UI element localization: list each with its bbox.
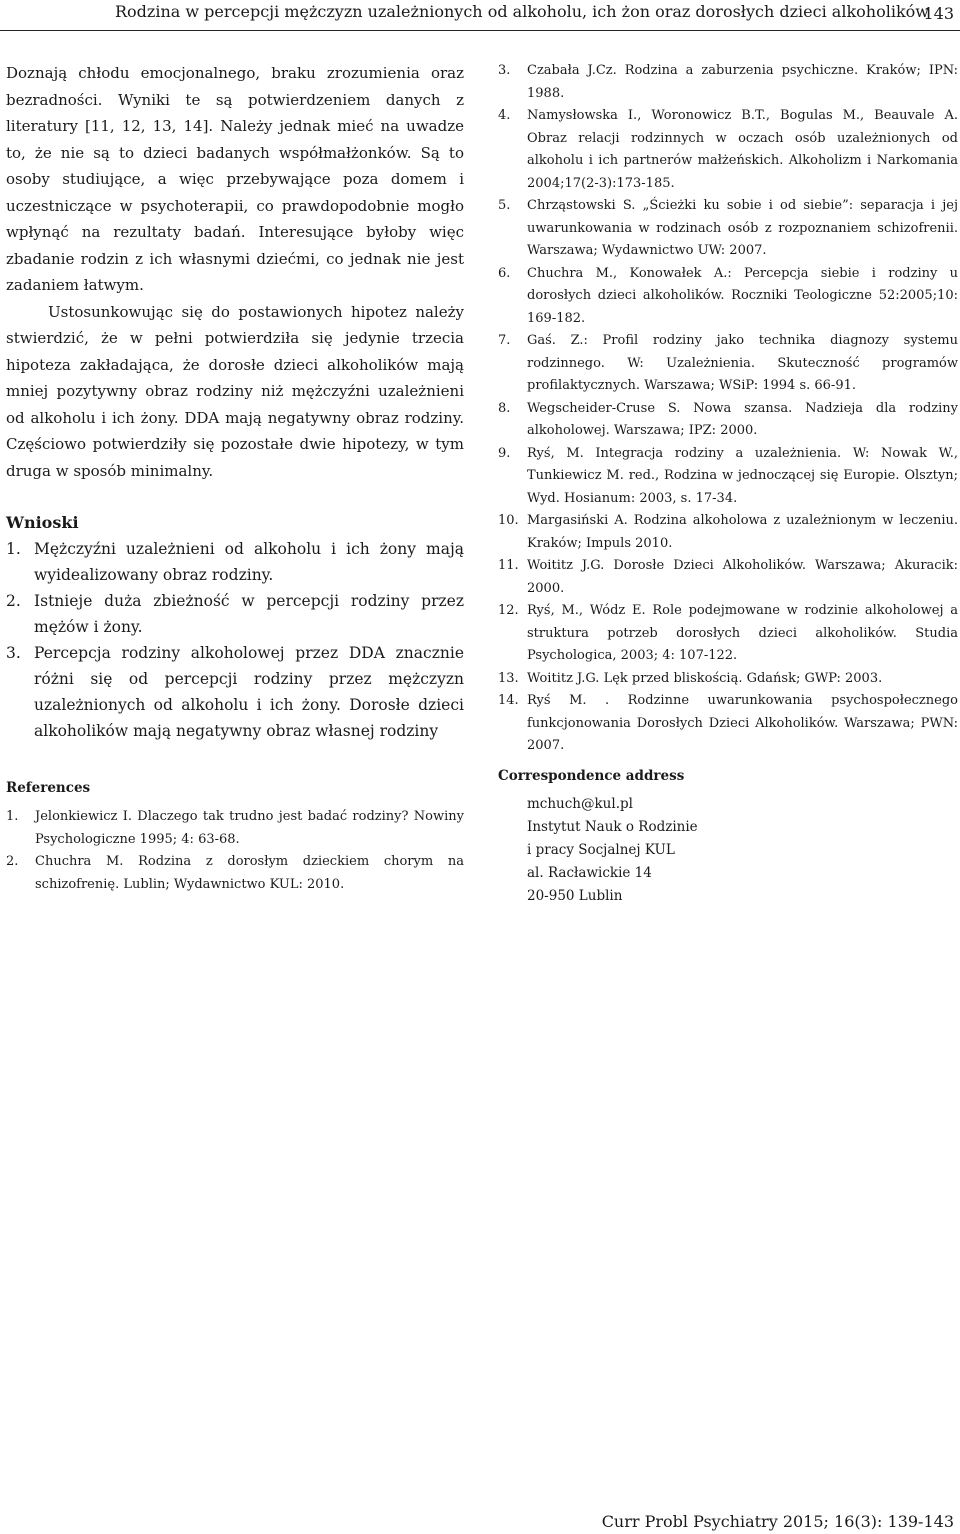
correspondence-line: Instytut Nauk o Rodzinie [527,819,698,835]
ref-number: 4. [498,108,511,123]
reference-item [498,600,958,668]
item-number: 3. [6,644,21,662]
ref-text: Namysłowska I., Woronowicz B.T., Bogulas M., Beauvale A. Obraz relacji rodzinnych w oczach osób uzależnionych od alkoholu i ich partnerów małżeńskich. Alkoholizm i Narkomania 2004;17(2-3):173-185. [527,108,958,191]
ref-number: 3. [498,63,511,78]
ref-number: 8. [498,400,511,416]
ref-number: 5. [498,198,511,213]
right-column [498,60,958,758]
ref-number: 1. [6,809,19,824]
ref-number: 10. [498,513,519,528]
correspondence-heading: Correspondence address [498,768,685,784]
item-text: Istnieje duża zbieżność w percepcji rodziny przez mężów i żony. [34,592,464,636]
ref-text: Ryś, M., Wódz E. Role podejmowane w rodzinie alkoholowej a struktura potrzeb dorosłych dzieci alkoholików. Studia Psychologica, 2003; 4: 107-122. [527,603,958,663]
running-header [0,0,960,31]
references-heading: References [6,780,91,796]
conclusions-list [6,536,464,744]
correspondence-email: mchuch@kul.pl [527,796,633,812]
conclusion-item [6,588,464,640]
discussion-text [6,60,464,484]
running-title: Rodzina w percepcji mężczyzn uzależnionych od alkoholu, ich żon oraz dorosłych dzieci alkoholików [115,2,929,21]
reference-item [498,398,958,443]
ref-number: 7. [498,333,511,348]
journal-citation: Curr Probl Psychiatry 2015; 16(3): 139-143 [601,1512,954,1531]
ref-number: 2. [6,854,19,869]
correspondence-line: al. Racławickie 14 [527,865,652,881]
reference-item [498,510,958,555]
reference-item [498,555,958,600]
reference-item [498,105,958,195]
item-number: 1. [6,540,21,558]
ref-text: Chrząstowski S. „Ścieżki ku sobie i od siebie”: separacja i jej uwarunkowania w rodzinach osób z rozpoznaniem schizofrenii. Warszawa; Wydawnictwo UW: 2007. [527,198,958,258]
ref-number: 9. [498,445,511,461]
reference-item [498,330,958,398]
page-number: 143 [923,4,954,23]
ref-number: 12. [498,603,519,618]
ref-text: Ryś, M. Integracja rodziny a uzależnienia. W: Nowak W., Tunkiewicz M. red., Rodzina w jednoczącej się Europie. Olsztyn; Wyd. Hosianum: 2003, s. 17-34. [527,445,958,506]
item-number: 2. [6,592,21,610]
ref-text: Gaś. Z.: Profil rodziny jako technika diagnozy systemu rodzinnego. W: Uzależnienia. Skuteczność programów profilaktycznych. Warszawa; WSiP: 1994 s. 66-91. [527,333,958,393]
left-column [6,60,464,896]
paragraph: Ustosunkowując się do postawionych hipotez należy stwierdzić, że w pełni potwierdziła się jedynie trzecia hipoteza zakładająca, że dorosłe dzieci alkoholików mają mniej pozytywny obraz rodziny niż mężczyźni uzależnieni od alkoholu i ich żony. DDA mają negatywny obraz rodziny. Częściowo potwierdziły się pozostałe dwie hipotezy, w tym druga w sposób minimalny. [6,302,464,480]
ref-number: 11. [498,558,519,573]
ref-text: Wegscheider-Cruse S. Nowa szansa. Nadzieja dla rodziny alkoholowej. Warszawa; IPZ: 2000. [527,400,958,438]
ref-number: 14. [498,693,519,708]
correspondence-line: 20-950 Lublin [527,888,623,904]
reference-item [498,690,958,758]
conclusion-item [6,640,464,744]
reference-item [498,443,958,511]
correspondence-line: i pracy Socjalnej KUL [527,842,675,858]
item-text: Percepcja rodziny alkoholowej przez DDA znacznie różni się od percepcji rodziny przez mężczyzn uzależnionych od alkoholu i ich żony. Dorosłe dzieci alkoholików mają negatywny obraz własnej rodziny [34,644,464,740]
reference-item [498,60,958,105]
ref-text: Ryś M. . Rodzinne uwarunkowania psychospołecznego funkcjonowania Dorosłych Dzieci Alkoholików. Warszawa; PWN: 2007. [527,693,958,753]
ref-number: 13. [498,670,519,686]
paragraph: Doznają chłodu emocjonalnego, braku zrozumienia oraz bezradności. Wyniki te są potwierdzeniem danych z literatury [11, 12, 13, 14]. Należy jednak mieć na uwadze to, że nie są to dzieci badanych współmałżonków. Są to osoby studiujące, a więc przebywające poza domem i uczestniczące w psychoterapii, co prawdopodobnie mogło wpłynąć na rezultaty badań. Interesujące byłoby więc zbadanie rodzin z ich własnymi dziećmi, co jednak nie jest zadaniem łatwym. [6,64,464,294]
ref-number: 6. [498,265,511,281]
ref-text: Czabała J.Cz. Rodzina a zaburzenia psychiczne. Kraków; IPN: 1988. [527,63,958,101]
item-text: Mężczyźni uzależnieni od alkoholu i ich żony mają wyidealizowany obraz rodziny. [34,540,464,584]
reference-item [498,263,958,331]
references-list-right [498,60,958,758]
reference-item [498,195,958,263]
references-list-left [6,806,464,896]
reference-item [6,806,464,851]
ref-text: Chuchra M. Rodzina z dorosłym dzieckiem chorym na schizofrenię. Lublin; Wydawnictwo KUL: 2010. [35,854,464,892]
ref-text: Margasiński A. Rodzina alkoholowa z uzależnionym w leczeniu. Kraków; Impuls 2010. [527,513,958,551]
correspondence-block [498,765,798,908]
ref-text: Woititz J.G. Dorosłe Dzieci Alkoholików. Warszawa; Akuracik: 2000. [527,558,958,596]
conclusions-heading: Wnioski [6,513,79,532]
conclusion-item [6,536,464,588]
reference-item [6,851,464,896]
ref-text: Woititz J.G. Lęk przed bliskością. Gdańsk; GWP: 2003. [527,670,883,686]
correspondence-address [498,793,798,908]
ref-text: Jelonkiewicz I. Dlaczego tak trudno jest badać rodziny? Nowiny Psychologiczne 1995; 4: 63-68. [35,809,464,847]
ref-text: Chuchra M., Konowałek A.: Percepcja siebie i rodziny u dorosłych dzieci alkoholików. Roczniki Teologiczne 52:2005;10: 169-182. [527,265,958,326]
reference-item [498,668,958,691]
